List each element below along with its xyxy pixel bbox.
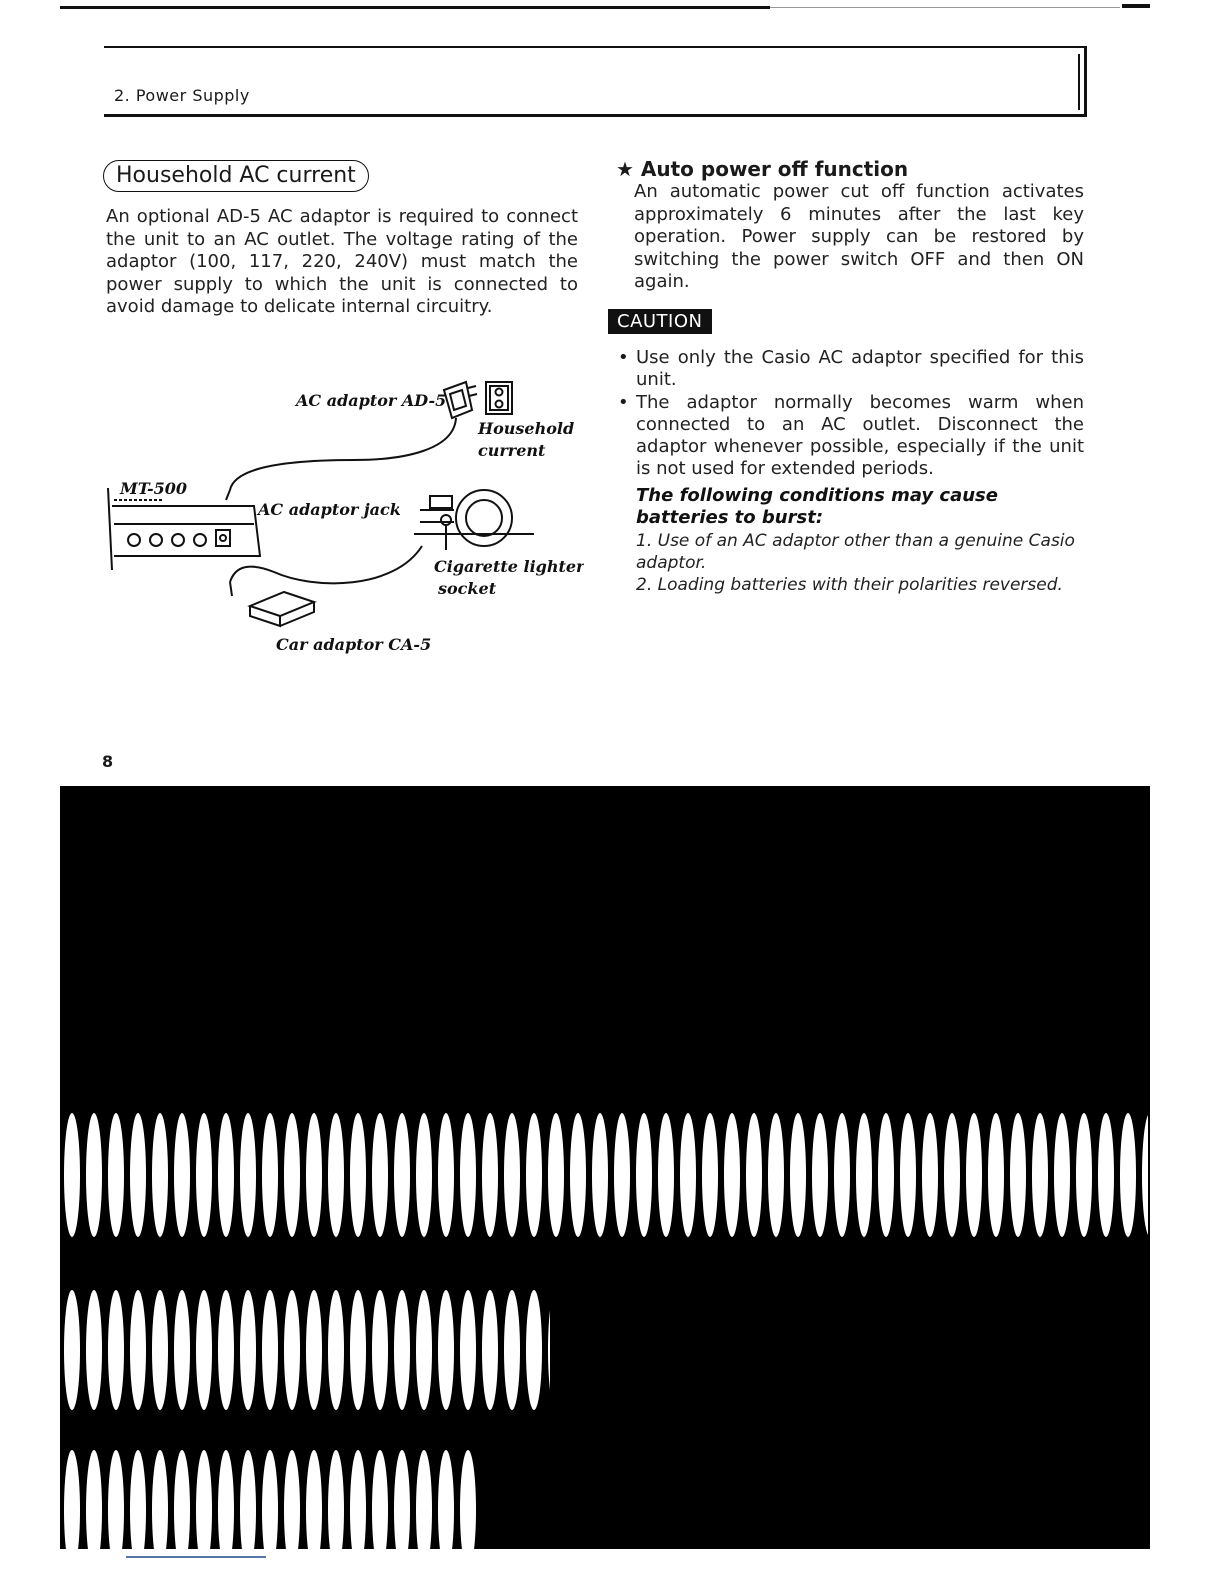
label-mt500: MT-500	[120, 479, 188, 498]
caution-badge: CAUTION	[608, 309, 712, 334]
label-car-adaptor: Car adaptor CA-5	[276, 635, 432, 654]
star-icon: ★	[616, 157, 634, 181]
section-title: 2. Power Supply	[114, 86, 250, 105]
label-cigarette-lighter: Cigarette lighter	[434, 557, 584, 576]
page-number: 8	[102, 752, 114, 771]
label-ac-adaptor: AC adaptor AD-5	[296, 391, 447, 410]
label-household-current: current	[478, 441, 546, 460]
label-ac-jack: AC adaptor jack	[258, 500, 401, 519]
auto-power-paragraph: An automatic power cut off function activates approximately 6 minutes after the last key operation. Power supply can be restored by switching the power switch OFF and then ON again.	[634, 181, 1084, 292]
bottom-underline	[126, 1556, 266, 1558]
warning-item-1: 1. Use of an AC adaptor other than a genuine Casio adaptor.	[636, 531, 1075, 573]
battery-warning-heading: The following conditions may cause batteries to burst:	[636, 485, 998, 528]
household-ac-paragraph: An optional AD-5 AC adaptor is required to connect the unit to an AC outlet. The voltage rating of the adaptor (100, 117, 220, 240V) must match the power supply to which the unit is connected to avoid damage to delicate internal circuitry.	[106, 206, 578, 317]
label-socket: socket	[438, 579, 497, 598]
caution-bullet-1: Use only the Casio AC adaptor specified for this unit.	[636, 347, 1084, 390]
label-household: Household	[478, 419, 575, 438]
bullet-dot-2: •	[618, 392, 629, 413]
warning-item-2: 2. Loading batteries with their polarities reversed.	[636, 575, 1063, 595]
bullet-dot-1: •	[618, 347, 629, 368]
caution-bullet-2: The adaptor normally becomes warm when connected to an AC outlet. Disconnect the adaptor whenever possible, especially if the unit is not used for extended periods.	[636, 392, 1084, 479]
household-ac-heading: Household AC current	[103, 160, 369, 192]
auto-power-heading-text: Auto power off function	[640, 157, 909, 181]
